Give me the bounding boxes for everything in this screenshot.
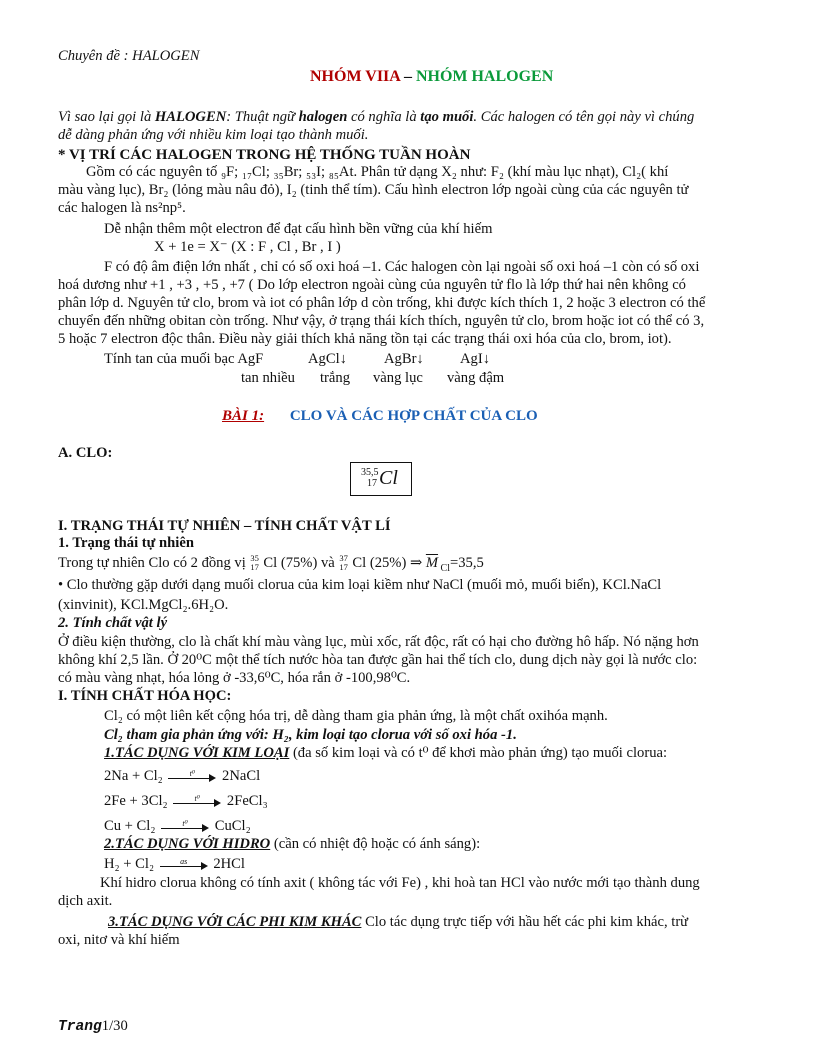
solubility-agcl: trắng bbox=[320, 370, 350, 386]
paragraph-line: hoá dương như +1 , +3 , +5 , +7 ( Do lớp electron ngoài cùng của nguyên tử flo là lớp thứ hai nên không có bbox=[58, 277, 686, 293]
intro-bold-halogen: HALOGEN bbox=[154, 109, 227, 125]
isotope-37-label: Cl (25%) bbox=[352, 555, 407, 571]
chlorine-heading: A. CLO: bbox=[58, 445, 113, 461]
chemical-line-1: Cl₂ có một liên kết cộng hóa trị, dễ dàng tham gia phản ứng, là một chất oxihóa mạnh. bbox=[104, 708, 608, 724]
avg-mass-sub: Cl bbox=[438, 562, 450, 574]
salt-agi: AgI↓ bbox=[460, 351, 490, 367]
page-number: 1/30 bbox=[101, 1018, 128, 1034]
paragraph-line: chuyển đến những obitan còn trống. Như vậy, ở trạng thái kích thích, nguyên tử clo, brom hoặc iot có thể có 3, bbox=[58, 313, 705, 329]
section2-heading: I. TÍNH CHẤT HÓA HỌC: bbox=[58, 688, 232, 704]
solubility-agf: tan nhiều bbox=[241, 370, 295, 386]
reaction-metal-title: 1.TÁC DỤNG VỚI KIM LOẠI bbox=[104, 745, 290, 761]
reaction-hydrogen-heading bbox=[104, 836, 480, 853]
reaction-arrow bbox=[173, 795, 221, 809]
eq-right: 2NaCl bbox=[222, 768, 261, 784]
reaction-nonmetal-title: 3.TÁC DỤNG VỚI CÁC PHI KIM KHÁC bbox=[108, 914, 362, 930]
implies-symbol: ⇒ bbox=[406, 555, 426, 571]
reaction-nonmetal-text: Clo tác dụng trực tiếp với hầu hết các phi kim khác, trừ bbox=[361, 914, 689, 930]
iso-mass: 37 bbox=[339, 552, 348, 563]
intro-text: có nghĩa là bbox=[347, 109, 421, 125]
reaction-nonmetal-line-1 bbox=[108, 914, 688, 931]
paragraph-line: F có độ âm điện lớn nhất , chỉ có số oxi hoá –1. Các halogen còn lại ngoài số oxi hoá –1 còn có số oxi bbox=[104, 259, 700, 275]
page-title bbox=[310, 68, 553, 85]
paragraph-line: Gồm có các nguyên tố ₉F; ₁₇Cl; ₃₅Br; ₅₃I; ₈₅At. Phân tử dạng X₂ như: F₂ (khí màu lục nhạt), Cl₂( khí bbox=[86, 164, 669, 180]
eq-left: H₂ + Cl₂ bbox=[104, 856, 155, 872]
occurrence-line-1: • Clo thường gặp dưới dạng muối clorua của kim loại kiềm như NaCl (muối mỏ, muối biển), KCl.NaCl bbox=[58, 577, 662, 593]
eq-left: 2Na + Cl₂ bbox=[104, 768, 163, 784]
reaction-hydrogen-note: (cần có nhiệt độ hoặc có ánh sáng): bbox=[270, 836, 481, 852]
eq-left: Cu + Cl₂ bbox=[104, 818, 156, 834]
reaction-nonmetal-line-2: oxi, nitơ và khí hiếm bbox=[58, 932, 180, 948]
page-label: Trang bbox=[58, 1019, 102, 1035]
reaction-metal-heading bbox=[104, 745, 667, 762]
reaction-arrow bbox=[168, 770, 216, 784]
eq-right: CuCl₂ bbox=[214, 818, 251, 834]
paragraph-line: 5 hoặc 7 electron độc thân. Điều này giải thích khả năng tồn tại các trạng thái oxi hóa của clo, brom, iot). bbox=[58, 331, 672, 347]
avg-mass-symbol: $\overline{M}$ bbox=[425, 555, 439, 571]
chlorine-symbol-box bbox=[350, 462, 412, 496]
salt-agbr: AgBr↓ bbox=[384, 351, 424, 367]
eq-left: 2Fe + 3Cl₂ bbox=[104, 793, 168, 809]
intro-line-2: dễ dàng phản ứng với nhiều kim loại tạo thành muối. bbox=[58, 127, 369, 143]
paragraph-line: các halogen là ns²np⁵. bbox=[58, 200, 186, 216]
equation-cu bbox=[104, 818, 251, 835]
intro-text: Vì sao lại gọi là bbox=[58, 109, 155, 125]
arrow-condition: t⁰ bbox=[194, 793, 200, 803]
subject-header: Chuyên đề : HALOGEN bbox=[58, 48, 200, 64]
section1-1-heading: 1. Trạng thái tự nhiên bbox=[58, 535, 194, 551]
chemical-line-2: Cl₂ tham gia phản ứng với: H₂, kim loại tạo clorua với số oxi hóa -1. bbox=[104, 727, 517, 743]
iso-and: và bbox=[317, 555, 339, 571]
section1-2-heading: 2. Tính chất vật lý bbox=[58, 615, 168, 631]
intro-bold-term: halogen bbox=[298, 109, 348, 125]
iso-z: 17 bbox=[339, 561, 348, 572]
solubility-label: Tính tan của muối bạc AgF bbox=[104, 351, 264, 367]
paragraph-line: Dễ nhận thêm một electron để đạt cấu hình bền vững của khí hiếm bbox=[104, 221, 493, 237]
symbol-mass: 35,5 bbox=[361, 467, 379, 478]
lesson-label: BÀI 1: bbox=[222, 408, 265, 424]
physical-line-2: không khí 2,5 lần. Ở 20⁰C một thể tích nước hòa tan được gần hai thể tích clo, dung dịch này gọi là nước clo: bbox=[58, 652, 698, 668]
equation-electron: X + 1e = X⁻ (X : F , Cl , Br , I ) bbox=[154, 239, 341, 255]
section1-heading: I. TRẠNG THÁI TỰ NHIÊN – TÍNH CHẤT VẬT LÍ bbox=[58, 518, 391, 534]
intro-text: . Các halogen có tên gọi này vì chúng bbox=[473, 109, 695, 125]
symbol-cl: Cl bbox=[379, 467, 398, 489]
equation-h2 bbox=[104, 856, 245, 873]
reaction-hydrogen-title: 2.TÁC DỤNG VỚI HIDRO bbox=[104, 836, 271, 852]
iso-z: 17 bbox=[250, 561, 259, 572]
physical-line-1: Ở điều kiện thường, clo là chất khí màu vàng lục, mùi xốc, rất độc, rất có hại cho đường hô hấp. Nó nặng hơn bbox=[58, 634, 699, 650]
isotopes-text: Trong tự nhiên Clo có 2 đồng vị bbox=[58, 555, 250, 571]
symbol-z: 17 bbox=[367, 478, 377, 489]
physical-line-3: có màu vàng nhạt, hóa lỏng ở -33,6⁰C, hóa rắn ở -100,98⁰C. bbox=[58, 670, 411, 686]
isotopes-line bbox=[58, 552, 484, 574]
title-dash: – bbox=[399, 68, 416, 85]
reaction-arrow bbox=[161, 820, 209, 834]
intro-line-1 bbox=[58, 109, 694, 126]
occurrence-line-2: (xinvinit), KCl.MgCl₂.6H₂O. bbox=[58, 597, 229, 613]
lesson-heading bbox=[222, 408, 538, 425]
salt-agcl: AgCl↓ bbox=[308, 351, 347, 367]
title-part2: NHÓM HALOGEN bbox=[415, 68, 554, 85]
reaction-metal-note: (đa số kim loại và có t⁰ để khơi mào phản ứng) tạo muối clorua: bbox=[289, 745, 668, 761]
isotope-35-notation bbox=[249, 552, 263, 572]
hcl-line-1: Khí hidro clorua không có tính axit ( không tác với Fe) , khi hoà tan HCl vào nước mới tạo thành dung bbox=[100, 875, 700, 891]
avg-mass-value: =35,5 bbox=[450, 555, 484, 571]
isotope-37-notation bbox=[338, 552, 352, 572]
paragraph-line: màu vàng lục), Br₂ (lỏng màu nâu đỏ), I₂ (tinh thể tím). Cấu hình electron lớp ngoài cùng của các nguyên tử bbox=[58, 182, 689, 198]
eq-right: 2HCl bbox=[213, 856, 245, 872]
arrow-condition: as bbox=[180, 856, 188, 866]
equation-fe bbox=[104, 793, 268, 810]
intro-bold-salt: tạo muối bbox=[420, 109, 474, 125]
hcl-line-2: dịch axit. bbox=[58, 893, 113, 909]
reaction-arrow bbox=[160, 858, 208, 872]
lesson-title: CLO VÀ CÁC HỢP CHẤT CỦA CLO bbox=[289, 408, 538, 424]
isotope-35-label: Cl (75%) bbox=[263, 555, 318, 571]
page-footer bbox=[58, 1018, 128, 1036]
solubility-agi: vàng đậm bbox=[447, 370, 505, 386]
solubility-agbr: vàng lục bbox=[373, 370, 423, 386]
arrow-condition: t⁰ bbox=[182, 818, 188, 828]
equation-na bbox=[104, 768, 260, 785]
iso-mass: 35 bbox=[250, 552, 259, 563]
paragraph-line: phân lớp d. Nguyên tử clo, brom và iot có phân lớp d còn trống, khi được kích thích 1, 2 hoặc 3 electron có thể bbox=[58, 295, 706, 311]
intro-text: : Thuật ngữ bbox=[226, 109, 299, 125]
section-position-heading: * VỊ TRÍ CÁC HALOGEN TRONG HỆ THỐNG TUẦN HOÀN bbox=[58, 147, 471, 163]
eq-right: 2FeCl₃ bbox=[226, 793, 268, 809]
arrow-condition: t⁰ bbox=[189, 768, 196, 778]
title-part1: NHÓM VIIA bbox=[310, 68, 400, 85]
